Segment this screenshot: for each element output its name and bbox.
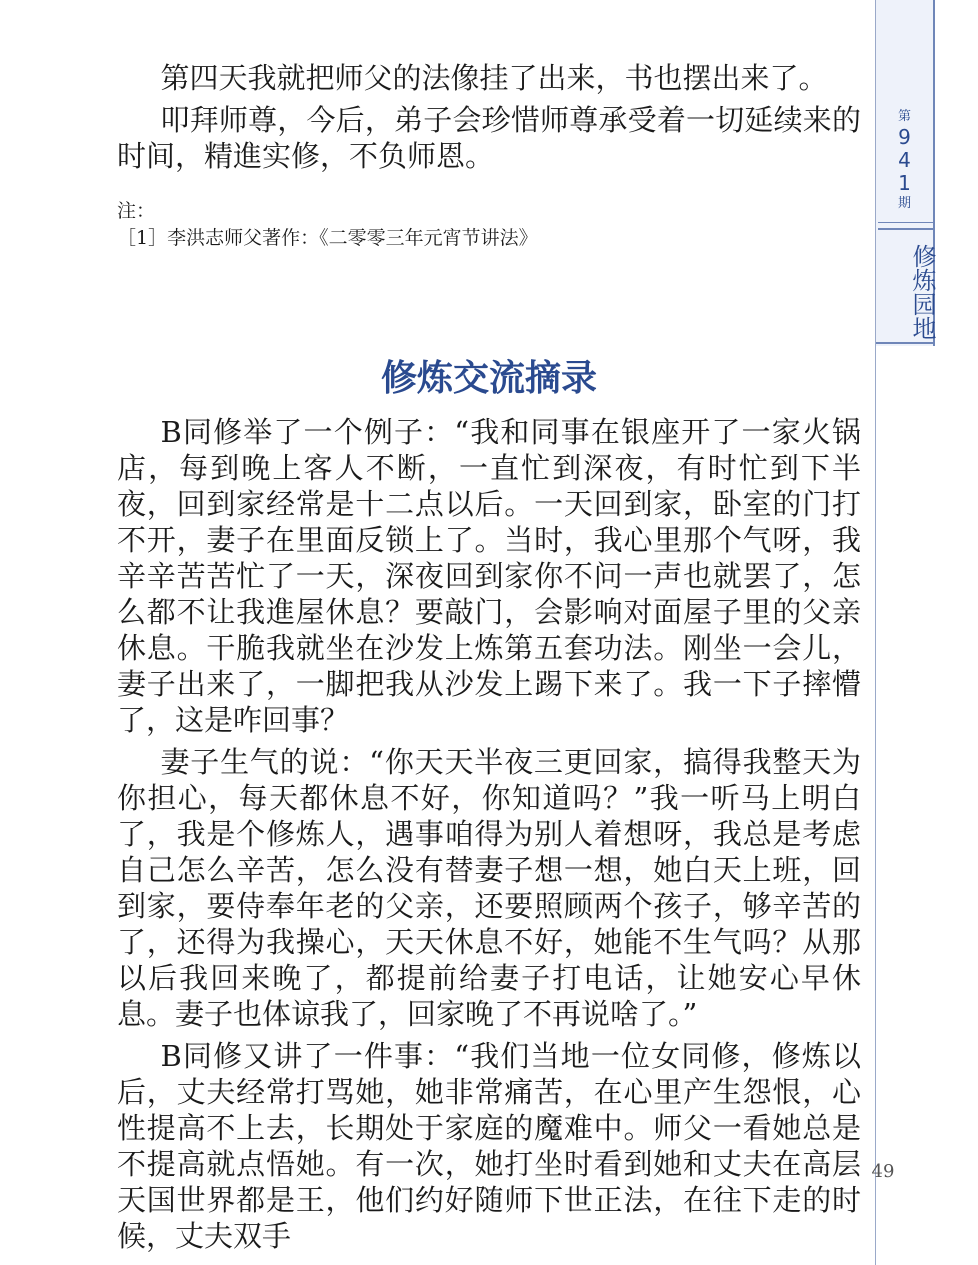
sidebar-tab [876, 0, 935, 346]
note-label: 注： [117, 200, 156, 222]
sidebar-separator [876, 342, 933, 344]
issue-number: 9 4 1 [898, 125, 911, 195]
article-paragraph: B同修又讲了一件事：“我们当地一位女同修，修炼以后，丈夫经常打骂她，她非常痛苦，在心里产生怨恨，心性提高不上去，长期处于家庭的魔难中。师父一看她总是不提高就点悟她。有一次，她打坐时看到她和丈夫在高层天国世界都是王，他们约好随师下世正法，在往下走的时候，丈夫双手 [117, 1039, 861, 1253]
article-paragraph: B同修举了一个例子：“我和同事在银座开了一家火锅店，每到晚上客人不断，一直忙到深夜，有时忙到下半夜，回到家经常是十二点以后。一天回到家，卧室的门打不开，妻子在里面反锁上了。当时，我心里那个气呀，我辛辛苦苦忙了一天，深夜回到家你不问一声也就罢了，怎么都不让我進屋休息？要敲门，会影响对面屋子里的父亲休息。干脆我就坐在沙发上炼第五套功法。刚坐一会儿，妻子出来了，一脚把我从沙发上踢下来了。我一下子摔懵了，这是咋回事？ [117, 415, 861, 737]
sidebar-separator [878, 228, 933, 230]
issue-prefix: 第 [897, 109, 911, 124]
page-content [117, 60, 861, 1260]
body-paragraph: 第四天我就把师父的法像挂了出来，书也摆出来了。 [160, 61, 828, 95]
article-paragraph: 妻子生气的说：“你天天半夜三更回家，搞得我整天为你担心，每天都休息不好，你知道吗？”我一听马上明白了，我是个修炼人，遇事咱得为别人着想呀，我总是考虑自己怎么辛苦，怎么没有替妻子想一想，她白天上班，回到家，要侍奉年老的父亲，还要照顾两个孩子，够辛苦的了，还得为我操心，天天休息不好，她能不生气吗？从那以后我回来晚了，都提前给妻子打电话，让她安心早休息。妻子也体谅我了，回家晚了不再说啥了。” [117, 745, 861, 1031]
page-number: 49 [871, 1161, 895, 1182]
note-item: ［1］李洪志师父著作：《二零零三年元宵节讲法》 [117, 227, 538, 249]
body-paragraph: 叩拜师尊，今后，弟子会珍惜师尊承受着一切延续来的时间，精進实修，不负师恩。 [117, 103, 861, 173]
section-name: 修炼园地 [908, 244, 936, 340]
article-title: 修炼交流摘录 [380, 357, 597, 399]
issue-suffix: 期 [897, 196, 911, 211]
sidebar-separator [878, 222, 933, 223]
issue-label [876, 108, 933, 213]
